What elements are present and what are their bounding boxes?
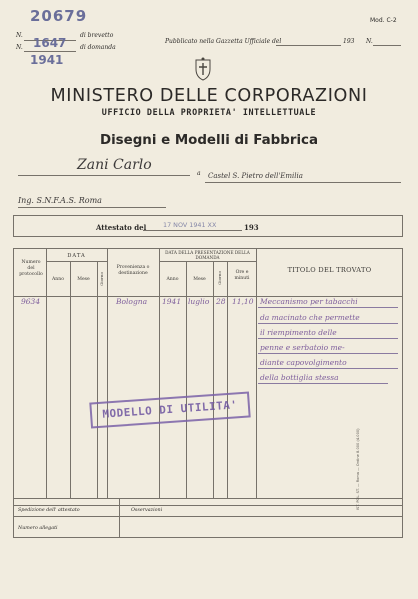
row-mese: luglio [188,297,210,306]
year-stamp: 1941 [30,53,64,67]
domanda-label: di domanda [80,44,116,51]
gazzetta-text: Pubblicato nella Gazzetta Ufficiale del [165,38,282,45]
col-header-giorno: Giorno [99,272,104,286]
gazzetta-year: 193 [343,38,355,45]
col-header-ore: Ore e minuti [234,270,250,281]
col-header-anno: Anno [51,277,64,282]
gazzetta-number-line [373,45,401,46]
row-anno: 1941 [162,297,182,306]
domanda-prefix: N. [16,44,23,51]
titolo-line-5: diante capovolgimento [260,358,347,367]
registration-number-stamp: 20679 [30,7,88,25]
col-header-mese2: Mese [193,277,206,282]
attestato-date-stamp: 17 NOV 1941 XX [163,221,217,229]
col-header-data: DATA [67,253,86,259]
protocol-table [13,248,403,538]
location-prefix: a [197,170,201,177]
attestato-label: Attestato del [96,223,147,232]
titolo-line-4: penne e serbatoio me- [260,343,345,352]
ministry-title: MINISTERO DELLE CORPORAZIONI [50,86,368,106]
row-giorno: 28 [216,297,226,306]
stamp-text: MODELLO DI UTILITA' [102,398,238,421]
location-line [205,182,401,183]
col-header-numero: Numero del protocollo [19,260,43,277]
col-header-mese: Mese [77,277,90,282]
attestato-line [143,230,242,231]
row-numero: 9634 [21,297,41,306]
gazzetta-line [276,45,341,46]
brevetto-label: di brevetto [80,32,114,39]
brevetto-prefix: N. [16,32,23,39]
row-ore: 11,10 [232,297,254,306]
row-provenienza: Bologna [116,297,148,306]
model-code: Mod. C-2 [370,17,397,24]
state-emblem [193,57,213,81]
agent-name: Ing. S.N.F.A.S. Roma [18,196,102,205]
attestato-year: 193 [244,223,259,232]
allegati-label: Numero allegati [18,526,58,531]
spedizione-label: Spedizione dell' attestato [18,508,80,513]
col-header-provenienza: Provenienza o destinazione [116,265,150,276]
titolo-line-6: della bottiglia stessa [260,373,339,382]
gazzetta-number-prefix: N. [366,38,373,45]
col-header-giorno2: Giorno [217,271,222,285]
col-header-anno2: Anno [166,277,179,282]
applicant-name: Zani Carlo [77,157,152,173]
document-title: Disegni e Modelli di Fabbrica [99,133,319,148]
printer-side-text: IST. POL. ST. — Roma — Ordine 8.000 (4.000) [356,428,360,510]
applicant-location: Castel S. Pietro dell'Emilia [208,172,303,180]
titolo-line-3: il riempimento delle [260,328,337,337]
applicant-line [18,175,190,176]
col-header-titolo: TITOLO DEL TROVATO [287,266,372,274]
col-header-data-presentazione: DATA DELLA PRESENTAZIONE DELLA DOMANDA [165,250,250,261]
titolo-line-2: da macinato che permette [260,313,360,322]
titolo-line-1: Meccanismo per tabacchi [260,297,358,306]
domanda-line [24,51,76,52]
office-title: UFFICIO DELLA PROPRIETA' INTELLETTUALE [101,107,317,117]
domanda-number-stamp: 1647 [33,36,67,50]
agent-line [18,207,166,208]
osservazioni-label: Osservazioni [131,508,163,513]
